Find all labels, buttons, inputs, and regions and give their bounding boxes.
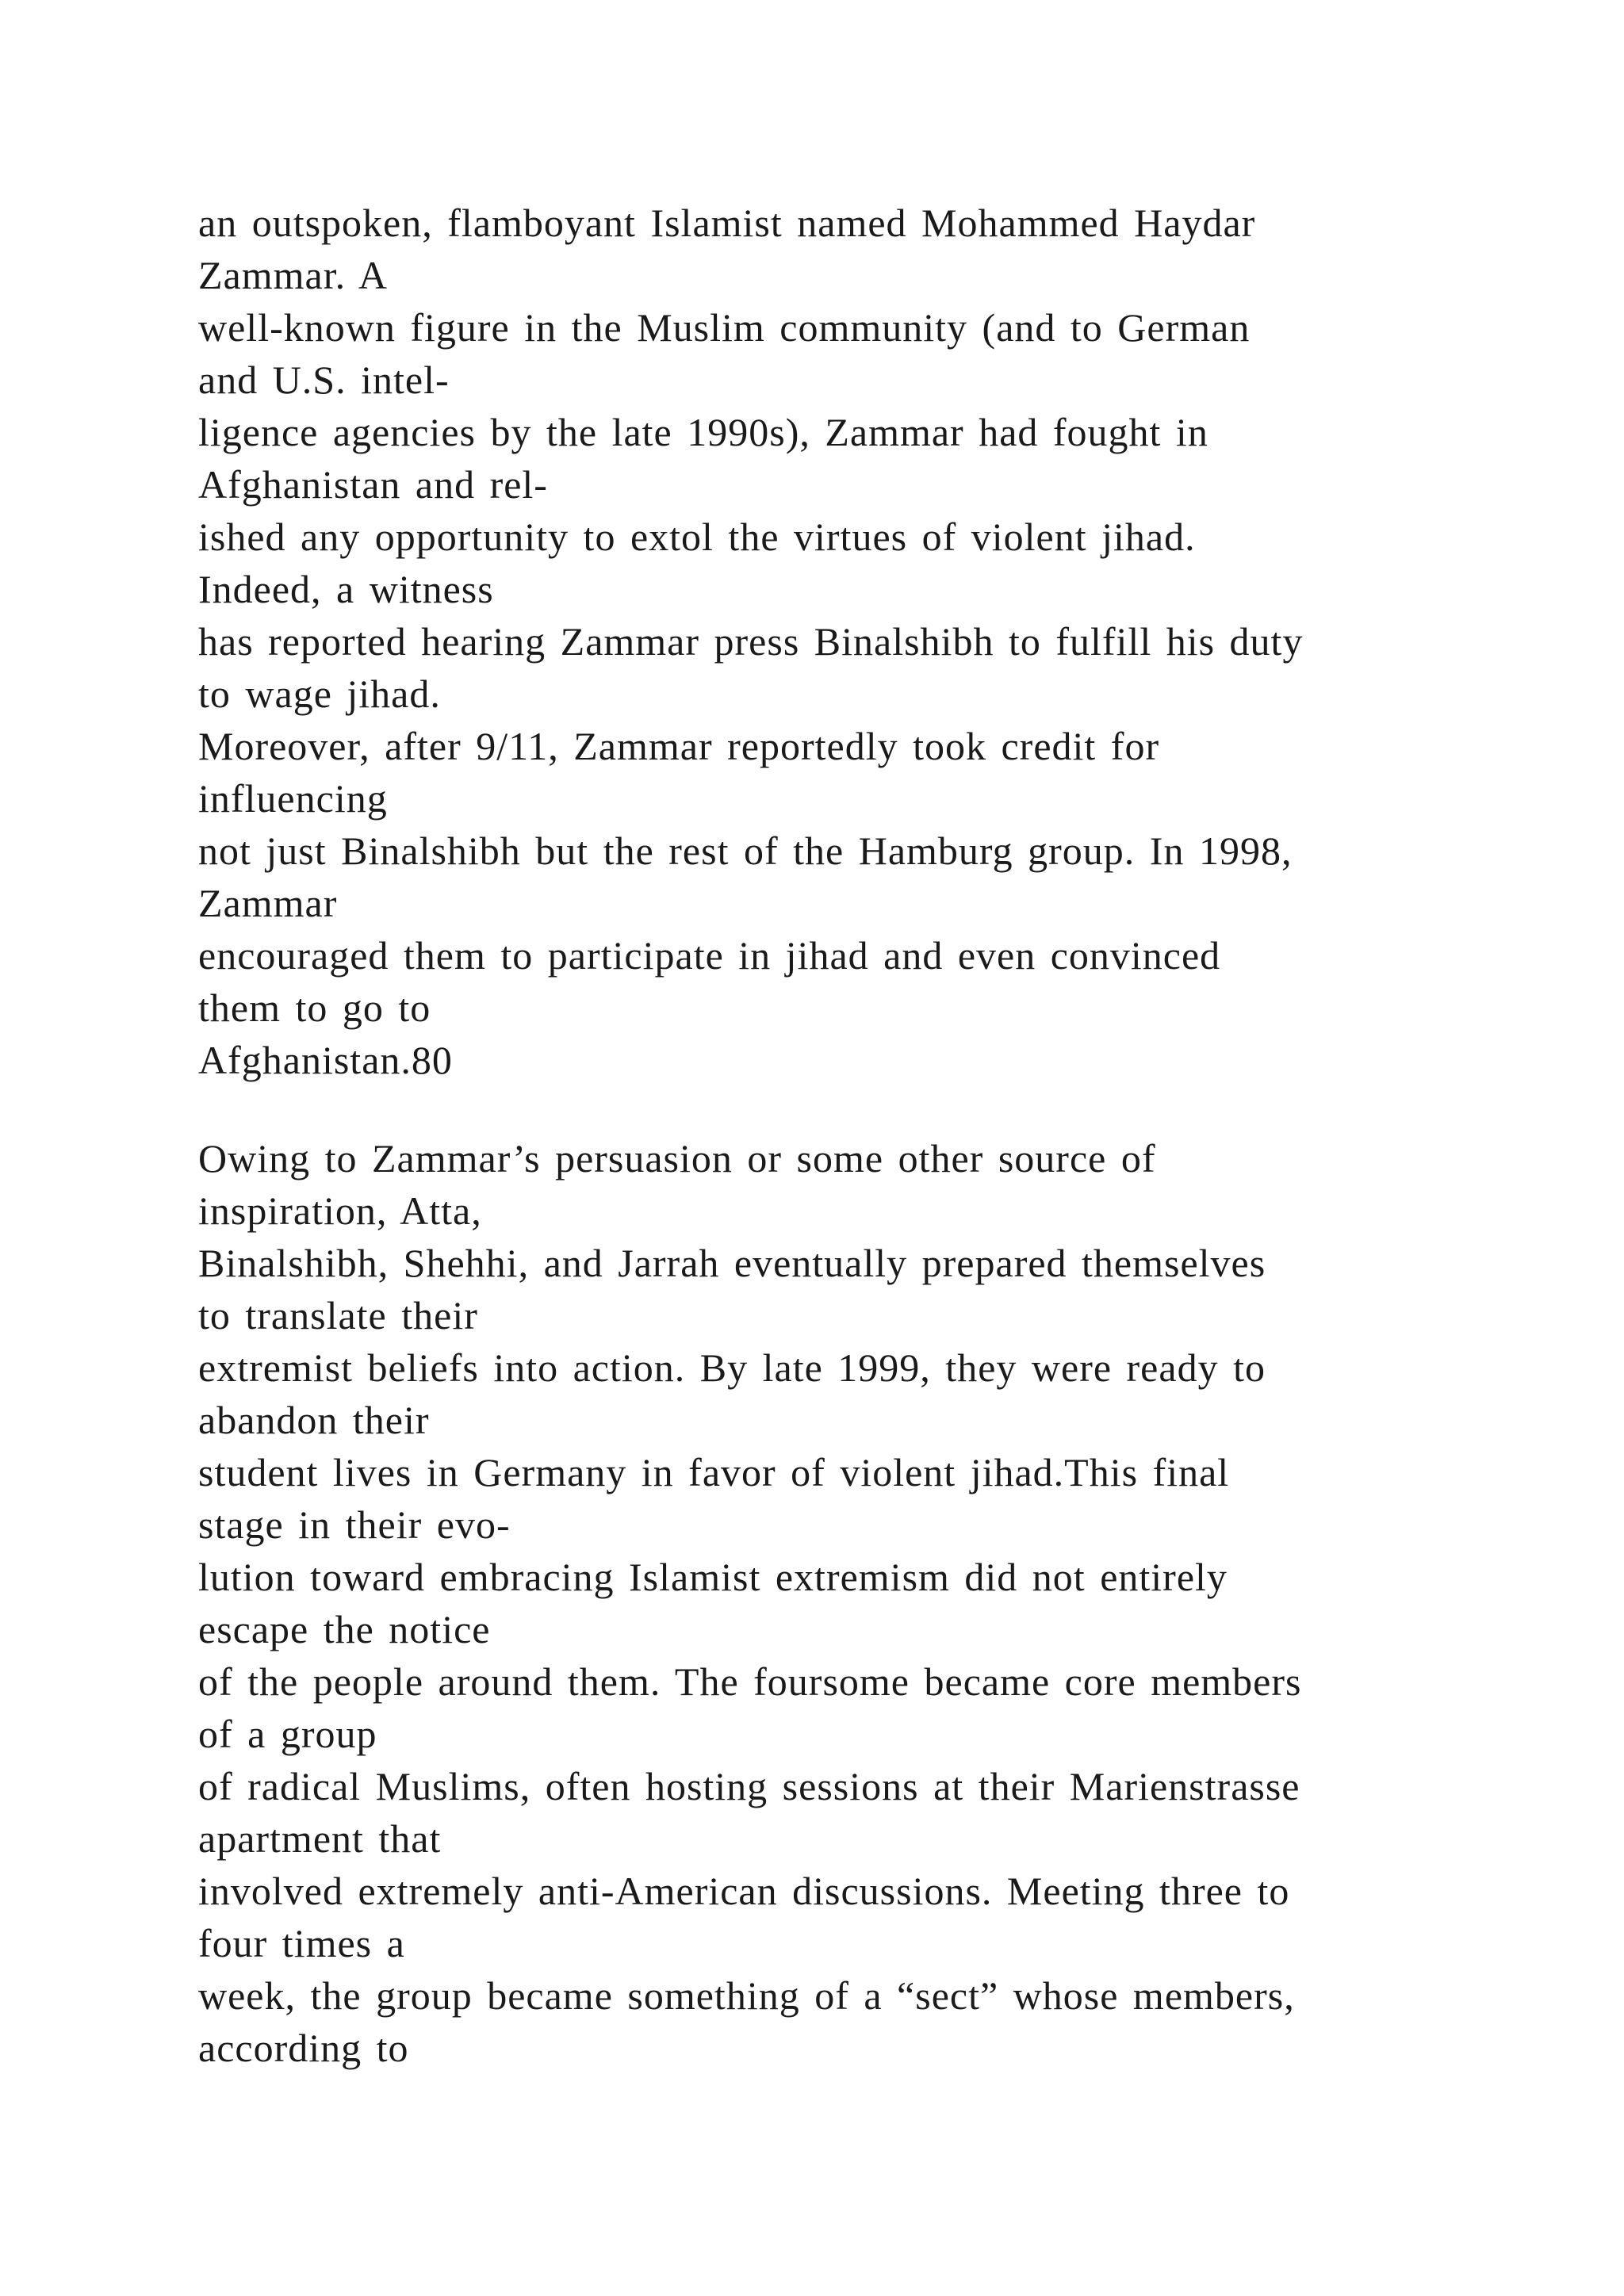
text-line: to translate their — [198, 1293, 478, 1337]
text-line: escape the notice — [198, 1607, 491, 1651]
text-line: extremist beliefs into action. By late 1999, they were ready to — [198, 1345, 1266, 1390]
text-line: Zammar — [198, 881, 338, 925]
text-line: involved extremely anti-American discussions. Meeting three to — [198, 1869, 1290, 1913]
text-line: ished any opportunity to extol the virtues of violent jihad. — [198, 515, 1196, 559]
text-line: apartment that — [198, 1816, 442, 1861]
paragraph-hamburg-group — [198, 1132, 1546, 2074]
text-line: student lives in Germany in favor of violent jihad.This final — [198, 1450, 1230, 1494]
text-line: and U.S. intel- — [198, 358, 450, 402]
text-line: influencing — [198, 776, 388, 821]
text-line: of the people around them. The foursome became core members — [198, 1659, 1302, 1704]
text-line: Afghanistan.80 — [198, 1038, 453, 1082]
text-line: of radical Muslims, often hosting sessions at their Marienstrasse — [198, 1764, 1300, 1808]
text-line: encouraged them to participate in jihad and even convinced — [198, 933, 1221, 978]
text-line: abandon their — [198, 1398, 430, 1442]
text-line: Binalshibh, Shehhi, and Jarrah eventually prepared themselves — [198, 1241, 1266, 1285]
text-line: lution toward embracing Islamist extremism did not entirely — [198, 1555, 1228, 1599]
text-line: ligence agencies by the late 1990s), Zammar had fought in — [198, 410, 1208, 454]
text-line: Indeed, a witness — [198, 567, 494, 611]
text-line: according to — [198, 2026, 409, 2070]
text-line: has reported hearing Zammar press Binalshibh to fulfill his duty — [198, 619, 1304, 664]
text-line: Zammar. A — [198, 253, 388, 297]
text-line: well-known figure in the Muslim community (and to German — [198, 305, 1251, 350]
text-line: not just Binalshibh but the rest of the Hamburg group. In 1998, — [198, 828, 1293, 873]
paragraph-zammar-influence — [198, 197, 1546, 1086]
text-line: inspiration, Atta, — [198, 1188, 482, 1233]
text-line: Owing to Zammar’s persuasion or some other source of — [198, 1136, 1156, 1181]
text-line: four times a — [198, 1921, 405, 1965]
text-line: stage in their evo- — [198, 1502, 511, 1547]
text-line: of a group — [198, 1712, 377, 1756]
text-line: to wage jihad. — [198, 672, 441, 716]
text-line: Moreover, after 9/11, Zammar reportedly took credit for — [198, 724, 1160, 768]
text-line: an outspoken, flamboyant Islamist named Mohammed Haydar — [198, 201, 1256, 245]
text-line: week, the group became something of a “sect” whose members, — [198, 1973, 1295, 2018]
text-line: Afghanistan and rel- — [198, 462, 548, 507]
text-line: them to go to — [198, 985, 431, 1030]
